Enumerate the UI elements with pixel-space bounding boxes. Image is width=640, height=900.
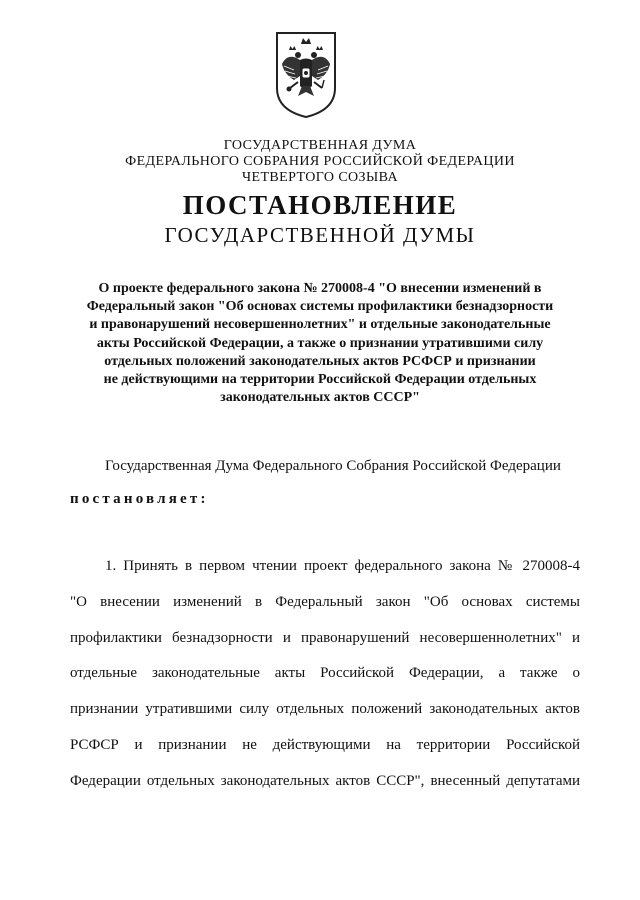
subject-line: законодательных актов СССР" <box>220 390 420 406</box>
subject-line: и правонарушений несовершеннолетних" и отдельные законодательные <box>89 317 551 333</box>
decrees-word: постановляет: <box>70 491 209 507</box>
subject-line: Федеральный закон "Об основах системы профилактики безнадзорности <box>86 299 554 315</box>
header-duma: ГОСУДАРСТВЕННАЯ ДУМА <box>223 138 417 153</box>
document-type-title: ПОСТАНОВЛЕНИЕ <box>182 190 458 220</box>
subject-line: отдельных положений законодательных актов РСФСР и признании <box>104 353 536 369</box>
subject-block <box>70 280 570 407</box>
preamble-text: Государственная Дума Федерального Собрания Российской Федерации <box>105 458 561 474</box>
clause-line: признании утратившими силу отдельных положений законодательных актов <box>70 701 580 717</box>
russian-coat-of-arms-icon <box>274 30 338 120</box>
clause-line: отдельные законодательные акты Российской Федерации, а также о <box>70 665 580 681</box>
clause-line: 1. Принять в первом чтении проект федерального закона № 270008-4 <box>105 558 580 574</box>
clause-line: Федерации отдельных законодательных актов СССР", внесенный депутатами <box>70 773 580 789</box>
header-federal-assembly: ФЕДЕРАЛЬНОГО СОБРАНИЯ РОССИЙСКОЙ ФЕДЕРАЦИИ <box>125 154 515 169</box>
header-convocation: ЧЕТВЕРТОГО СОЗЫВА <box>242 170 398 185</box>
document-issuer-title: ГОСУДАРСТВЕННОЙ ДУМЫ <box>164 223 476 247</box>
subject-line: О проекте федерального закона № 270008-4 "О внесении изменений в <box>98 281 542 296</box>
subject-line: не действующими на территории Российской Федерации отдельных <box>103 372 537 388</box>
subject-line: акты Российской Федерации, а также о признании утратившими силу <box>96 335 544 351</box>
clause-line: РСФСР и признании не действующими на территории Российской <box>70 737 580 753</box>
clause-line: профилактики безнадзорности и правонарушений несовершеннолетних" и <box>70 630 580 646</box>
clause-line: "О внесении изменений в Федеральный закон "Об основах системы <box>70 594 580 610</box>
